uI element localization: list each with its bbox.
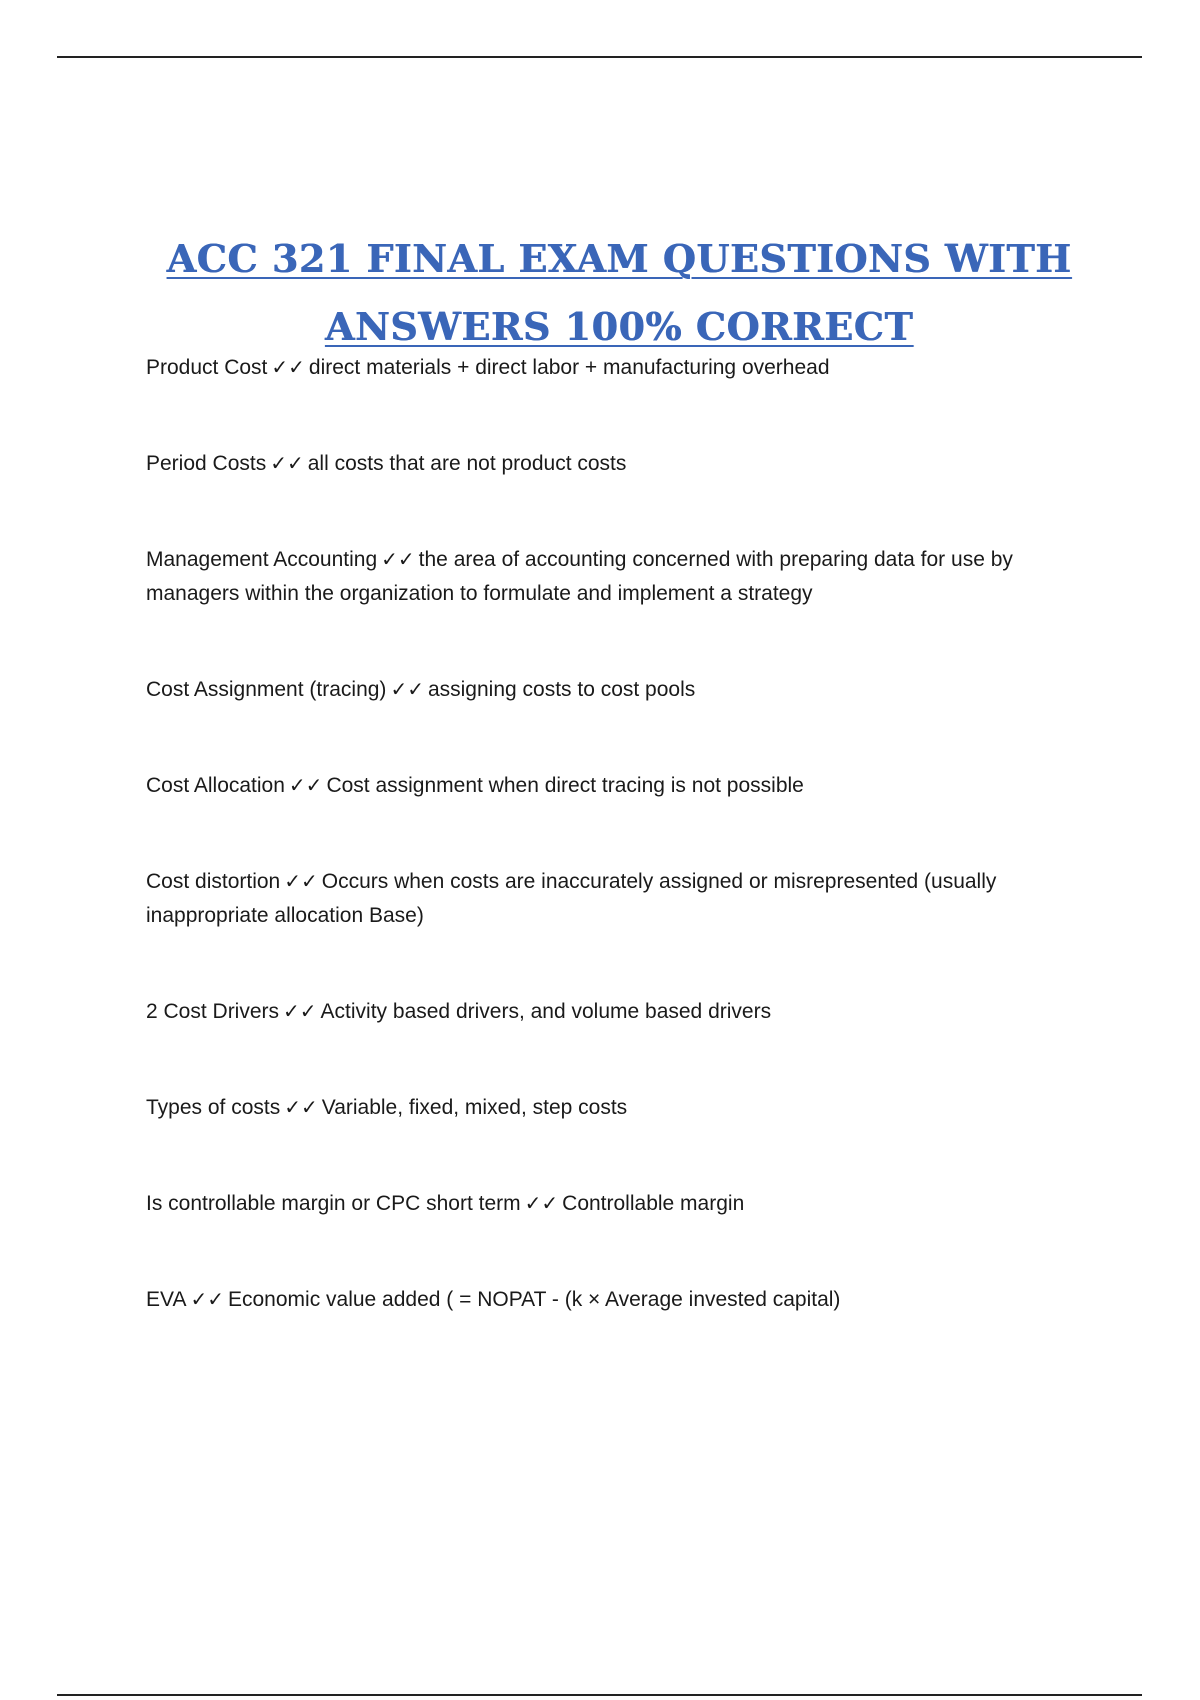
qa-term: Cost Allocation [146, 774, 285, 797]
double-check-icon: ✓✓ [284, 1095, 318, 1119]
qa-term: Cost distortion [146, 870, 281, 893]
double-check-icon: ✓✓ [283, 999, 317, 1023]
qa-item [146, 1186, 1096, 1221]
title-line-1: ACC 321 FINAL EXAM QUESTIONS WITH [166, 236, 1072, 282]
qa-item [146, 994, 1096, 1029]
qa-definition: Activity based drivers, and volume based drivers [320, 1000, 772, 1023]
qa-item [146, 1282, 1096, 1317]
qa-definition: assigning costs to cost pools [427, 678, 696, 701]
double-check-icon: ✓✓ [524, 1191, 559, 1215]
qa-definition: all costs that are not product costs [307, 452, 627, 475]
qa-definition: Cost assignment when direct tracing is not possible [326, 774, 804, 797]
document-title [120, 225, 1118, 361]
qa-term: Cost Assignment (tracing) [146, 678, 387, 701]
qa-term: Types of costs [146, 1096, 281, 1119]
qa-item [146, 1090, 1096, 1125]
top-rule [57, 56, 1142, 58]
qa-list [146, 350, 1096, 1378]
qa-item [146, 672, 1096, 707]
qa-item [146, 768, 1096, 803]
qa-definition: Controllable margin [562, 1192, 745, 1215]
qa-definition: the area of accounting concerned with preparing data for use by managers within the organization to formulate and implement a strategy [146, 548, 1013, 605]
double-check-icon: ✓✓ [271, 355, 305, 379]
double-check-icon: ✓✓ [190, 1287, 224, 1311]
double-check-icon: ✓✓ [381, 547, 415, 571]
qa-term: Period Costs [146, 452, 267, 475]
double-check-icon: ✓✓ [390, 677, 424, 701]
double-check-icon: ✓✓ [270, 451, 304, 475]
double-check-icon: ✓✓ [288, 773, 323, 797]
qa-term: Product Cost [146, 356, 268, 379]
qa-item [146, 542, 1096, 611]
qa-term: Management Accounting [146, 548, 378, 571]
qa-definition: Occurs when costs are inaccurately assigned or misrepresented (usually inappropriate allocation Base) [146, 870, 997, 927]
qa-item [146, 864, 1096, 933]
qa-term: 2 Cost Drivers [146, 1000, 280, 1023]
qa-definition: Economic value added ( = NOPAT - (k × Average invested capital) [227, 1288, 841, 1311]
double-check-icon: ✓✓ [284, 869, 318, 893]
bottom-rule [57, 1694, 1142, 1696]
qa-term: EVA [146, 1288, 187, 1311]
title-line-2: ANSWERS 100% CORRECT [324, 304, 914, 350]
qa-definition: Variable, fixed, mixed, step costs [321, 1096, 628, 1119]
qa-definition: direct materials + direct labor + manufacturing overhead [308, 356, 830, 379]
qa-item [146, 446, 1096, 481]
qa-term: Is controllable margin or CPC short term [146, 1192, 521, 1215]
qa-item [146, 350, 1096, 385]
